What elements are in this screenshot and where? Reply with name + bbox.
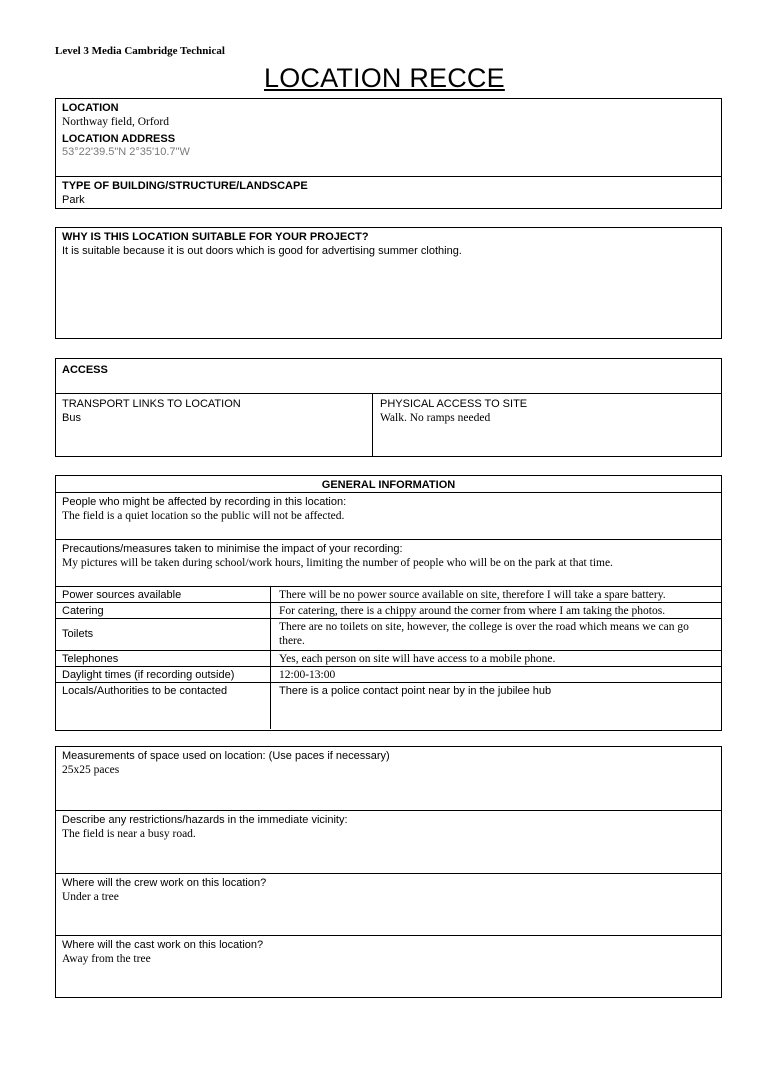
- precautions-value: My pictures will be taken during school/work hours, limiting the number of people who will be on the park at that time.: [62, 557, 613, 569]
- telephones-row: [56, 650, 721, 666]
- power-value: There will be no power source available on site, therefore I will take a spare battery.: [279, 589, 666, 601]
- telephones-value: Yes, each person on site will have access to a mobile phone.: [279, 653, 556, 665]
- cast-label: Where will the cast work on this location?: [62, 939, 264, 951]
- location-label: LOCATION: [62, 102, 119, 114]
- address-value: 53°22'39.5"N 2°35'10.7"W: [62, 146, 190, 158]
- physical-value: Walk. No ramps needed: [380, 412, 491, 424]
- type-row: [56, 176, 721, 208]
- page-title: LOCATION RECCE: [264, 63, 505, 93]
- hazards-label: Describe any restrictions/hazards in the immediate vicinity:: [62, 814, 348, 826]
- power-row: [56, 586, 721, 602]
- transport-label: TRANSPORT LINKS TO LOCATION: [62, 398, 241, 410]
- address-row: [56, 131, 721, 176]
- suitability-value: It is suitable because it is out doors which is good for advertising summer clothing.: [62, 245, 462, 257]
- power-label: Power sources available: [56, 587, 271, 602]
- address-label: LOCATION ADDRESS: [62, 133, 176, 145]
- catering-value: For catering, there is a chippy around the corner from where I am taking the photos.: [279, 605, 666, 617]
- crew-label: Where will the crew work on this location?: [62, 877, 267, 889]
- crew-value: Under a tree: [62, 891, 119, 903]
- affected-row: [56, 492, 721, 539]
- suitability-label: WHY IS THIS LOCATION SUITABLE FOR YOUR PROJECT?: [62, 231, 369, 243]
- access-label: ACCESS: [62, 364, 108, 376]
- location-value: Northway field, Orford: [62, 116, 169, 128]
- location-details-box: [55, 98, 722, 209]
- crew-row: [56, 873, 721, 935]
- catering-label: Catering: [56, 603, 271, 618]
- precautions-row: [56, 539, 721, 586]
- locals-value: There is a police contact point near by in the jubilee hub: [279, 685, 552, 697]
- type-label: TYPE OF BUILDING/STRUCTURE/LANDSCAPE: [62, 180, 308, 192]
- catering-row: [56, 602, 721, 618]
- suitability-box: [55, 227, 722, 339]
- measure-row: [56, 747, 721, 810]
- daylight-value: 12:00-13:00: [279, 669, 336, 681]
- affected-value: The field is a quiet location so the public will not be affected.: [62, 510, 345, 522]
- general-info-heading: GENERAL INFORMATION: [321, 479, 456, 491]
- daylight-row: [56, 666, 721, 682]
- toilets-label: Toilets: [56, 619, 271, 650]
- physical-cell: [373, 394, 721, 456]
- measure-label: Measurements of space used on location: (Use paces if necessary): [62, 750, 390, 762]
- physical-label: PHYSICAL ACCESS TO SITE: [380, 398, 528, 410]
- precautions-label: Precautions/measures taken to minimise the impact of your recording:: [62, 543, 403, 555]
- course-header: Level 3 Media Cambridge Technical: [55, 45, 225, 57]
- measure-value: 25x25 paces: [62, 764, 120, 776]
- access-details-row: [56, 393, 721, 456]
- access-box: [55, 358, 722, 457]
- locals-row: [56, 682, 721, 729]
- hazards-value: The field is near a busy road.: [62, 828, 196, 840]
- telephones-label: Telephones: [56, 651, 271, 666]
- access-header-row: [56, 359, 721, 393]
- transport-value: Bus: [62, 412, 81, 424]
- daylight-label: Daylight times (if recording outside): [56, 667, 271, 682]
- hazards-row: [56, 810, 721, 873]
- toilets-value: There are no toilets on site, however, the college is over the road which means we can go there.: [279, 621, 689, 647]
- affected-label: People who might be affected by recording in this location:: [62, 496, 347, 508]
- toilets-row: [56, 618, 721, 650]
- transport-cell: [56, 394, 373, 456]
- type-value: Park: [62, 194, 85, 206]
- locals-label: Locals/Authorities to be contacted: [56, 683, 271, 729]
- cast-row: [56, 935, 721, 997]
- general-info-box: [55, 475, 722, 731]
- space-box: [55, 746, 722, 998]
- cast-value: Away from the tree: [62, 953, 151, 965]
- location-row: [56, 99, 721, 131]
